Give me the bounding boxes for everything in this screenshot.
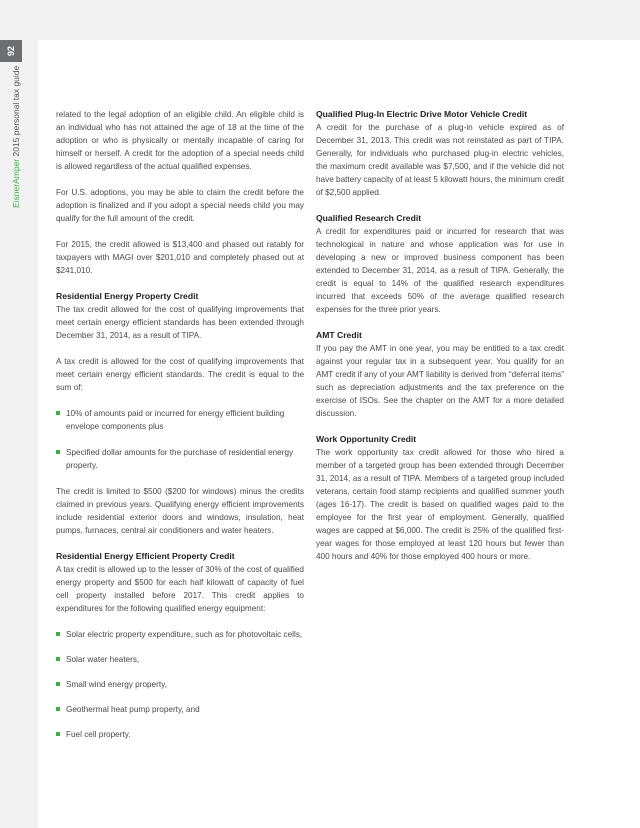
list-item: Solar water heaters, (56, 653, 304, 666)
section-heading-plug-in-vehicle: Qualified Plug-In Electric Drive Motor Vehicle Credit (316, 109, 528, 119)
bullet-icon (56, 732, 60, 736)
right-column (316, 108, 564, 576)
bullet-icon (56, 411, 60, 415)
efficient-property-bullets (56, 628, 304, 741)
section-heading-residential-energy-efficient-property: Residential Energy Efficient Property Credit (56, 551, 235, 561)
list-item: Fuel cell property. (56, 728, 304, 741)
section-heading-qualified-research: Qualified Research Credit (316, 213, 422, 223)
page-number: 92 (6, 45, 16, 57)
list-item: Solar electric property expenditure, such as for photovoltaic cells, (56, 628, 304, 641)
residential-property-paragraph-1: The tax credit allowed for the cost of qualifying improvements that meet certain energy efficient standards has been extended through December 31, 2014, as a result of TIPA. (56, 305, 304, 340)
page-number-tab (0, 40, 22, 62)
section-heading-residential-energy-property: Residential Energy Property Credit (56, 291, 199, 301)
brand-name: EisnerAmper (11, 158, 21, 208)
guide-title: 2015 personal tax guide (11, 65, 21, 159)
adoption-paragraph-2: For U.S. adoptions, you may be able to claim the credit before the adoption is finalized and if you adopt a special needs child you may qualify for the full amount of the credit. (56, 188, 304, 223)
adoption-paragraph-1: related to the legal adoption of an eligible child. An eligible child is an individual who has not attained the age of 18 at the time of the adoption or who is physically or mentally incapable of caring for himself or herself. A credit for the adoption of a special needs child is allowed regardless of the actual qualified expenses. (56, 110, 304, 171)
section-heading-amt-credit: AMT Credit (316, 330, 362, 340)
bullet-icon (56, 657, 60, 661)
bullet-icon (56, 682, 60, 686)
amt-paragraph: If you pay the AMT in one year, you may be entitled to a tax credit against your regular tax in a subsequent year. You qualify for an AMT credit if any of your AMT liability is derived from “deferral items” such as depreciation adjustments and the tax preference on the exercise of ISOs. See the chapter on the AMT for a more detailed discussion. (316, 344, 564, 418)
list-item: Small wind energy property, (56, 678, 304, 691)
plug-in-paragraph: A credit for the purchase of a plug-in vehicle expired as of December 31, 2013. This credit was not reinstated as part of TIPA. Generally, for individuals who purchased plug-in electric vehicles, the maximum credit available was $7,500, and if the vehicle did not have battery capacity of at least 5 kilowatt hours, the minimum credit of $2,500 applied. (316, 123, 565, 197)
left-column (56, 108, 304, 753)
list-item: Geothermal heat pump property, and (56, 703, 304, 716)
bullet-icon (56, 632, 60, 636)
section-heading-work-opportunity: Work Opportunity Credit (316, 434, 417, 444)
running-header (11, 66, 21, 208)
residential-property-bullets (56, 407, 304, 472)
list-item: 10% of amounts paid or incurred for energy efficient building envelope components plus (56, 407, 304, 433)
work-opportunity-paragraph: The work opportunity tax credit allowed for those who hired a member of a targeted group has been extended through December 31, 2014, as a result of TIPA. Members of a targeted group included veterans, certain food stamp recipients and qualified summer youth (ages 16-17). The credit is based on qualified wages paid to the employee for the first year of employment. Generally, qualified wages are capped at $6,000. The credit is 25% of the qualified first-year wages for those employed at least 120 hours but fewer than 400 hours and 40% for those employed 400 hours or more. (316, 448, 564, 561)
efficient-property-paragraph-1: A tax credit is allowed up to the lesser of 30% of the cost of qualified energy property and $500 for each half kilowatt of capacity of fuel cell property installed before 2017. This credit applies to expenditures for the following qualified energy equipment: (56, 565, 304, 613)
adoption-paragraph-3: For 2015, the credit allowed is $13,400 and phased out ratably for taxpayers with MAGI over $201,010 and completely phased out at $241,010. (56, 240, 304, 275)
bullet-icon (56, 707, 60, 711)
research-paragraph: A credit for expenditures paid or incurred for research that was technological in nature and whose application was for use in developing a new or improved business component has been extended to December 31, 2014, as a result of TIPA. Generally, the credit is equal to 14% of the qualified research expenditures incurred that exceeds 50% of the average qualified research expenses for the three prior years. (316, 227, 564, 314)
residential-property-paragraph-3: The credit is limited to $500 ($200 for windows) minus the credits claimed in previous years. Qualifying energy efficient improvements include residential exterior doors and windows, insulation, heat pumps, furnaces, central air conditioners and water heaters. (56, 487, 304, 535)
list-item: Specified dollar amounts for the purchase of residential energy property. (56, 446, 304, 472)
residential-property-paragraph-2: A tax credit is allowed for the cost of qualifying improvements that meet certain energy efficient standards. The credit is equal to the sum of: (56, 357, 304, 392)
bullet-icon (56, 450, 60, 454)
